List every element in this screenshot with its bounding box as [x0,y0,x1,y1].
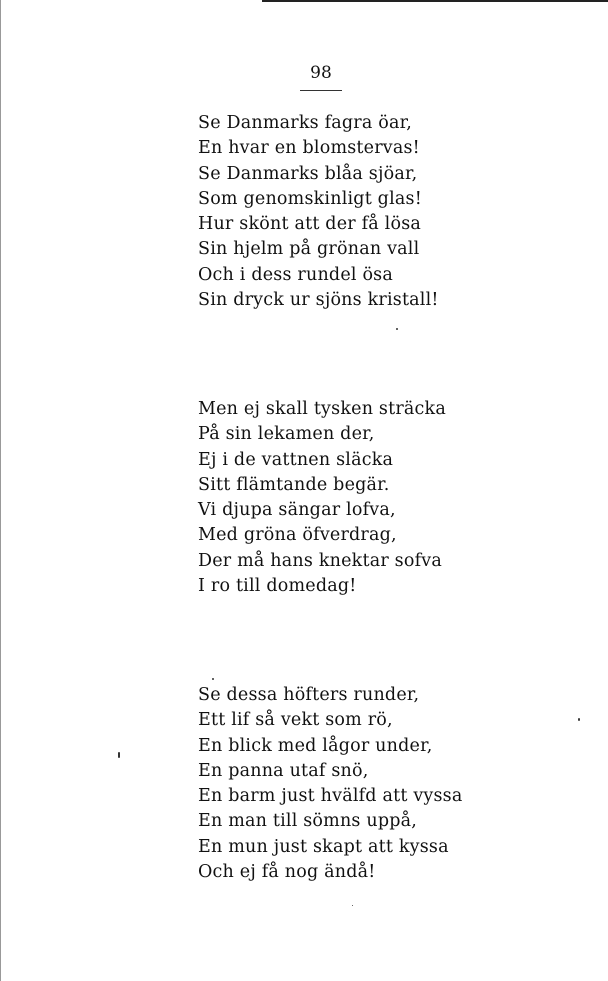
verse-line: Och i dess rundel ösa [198,264,393,285]
verse-line: En barm just hvälfd att vyssa [198,786,463,807]
page-top-edge-rule [262,0,608,2]
verse-line: Hur skönt att der få lösa [198,214,422,235]
paper-speck [118,752,120,758]
verse-line: Med gröna öfverdrag, [198,525,397,546]
verse-line: En panna utaf snö, [198,760,369,781]
stanza-3 [198,683,463,885]
page-number: 98 [310,63,332,83]
verse-line: Se Danmarks blåa sjöar, [198,163,418,184]
verse-line: Ej i de vattnen släcka [198,449,394,470]
verse-line: Ett lif så vekt som rö, [198,710,393,731]
page-number-underline [300,90,342,91]
verse-line: Vi djupa sängar lofva, [198,500,396,521]
verse-line: En blick med lågor under, [198,735,433,756]
paper-speck [396,328,398,330]
verse-line: En hvar en blomstervas! [198,138,420,159]
verse-line: Och ej få nog ändå! [198,862,376,883]
verse-line: Sin dryck ur sjöns kristall! [198,290,439,311]
verse-line: På sin lekamen der, [198,424,375,445]
stanza-2 [198,397,446,599]
stanza-1 [198,111,439,313]
verse-line: Der må hans knektar sofva [198,550,442,571]
verse-line: Men ej skall tysken sträcka [198,399,446,419]
paper-speck [352,905,353,906]
paper-speck [212,678,214,680]
verse-line: En man till sömns uppå, [198,811,418,832]
verse-line: I ro till domedag! [198,576,357,597]
verse-line: En mun just skapt att kyssa [198,836,449,857]
paper-speck [578,718,580,721]
verse-line: Se Danmarks fagra öar, [198,113,413,133]
page-left-edge [0,0,1,981]
verse-line: Sitt flämtande begär. [198,474,390,495]
verse-line: Sin hjelm på grönan vall [198,239,420,260]
verse-line: Se dessa höfters runder, [198,685,420,705]
verse-line: Som genomskinligt glas! [198,188,422,209]
